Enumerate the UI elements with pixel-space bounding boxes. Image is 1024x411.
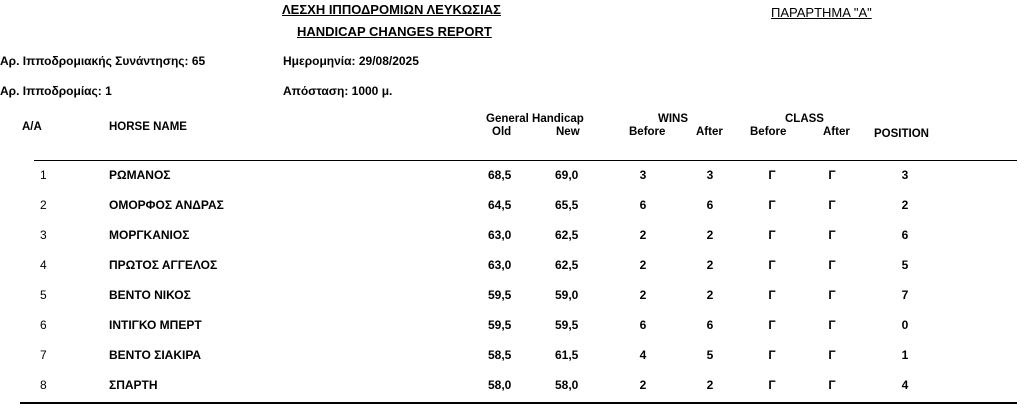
wins-before: 4 (639, 348, 647, 362)
handicap-new: 61,5 (555, 348, 579, 362)
row-number: 4 (40, 258, 47, 272)
table-row (0, 288, 1024, 308)
handicap-new: 62,5 (555, 258, 579, 272)
wins-before: 2 (639, 228, 647, 242)
handicap-new: 62,5 (555, 228, 579, 242)
table-row (0, 258, 1024, 278)
row-number: 7 (40, 348, 47, 362)
class-after: Γ (828, 198, 836, 212)
class-after: Γ (828, 318, 836, 332)
class-before: Γ (768, 378, 776, 392)
handicap-new: 69,0 (555, 168, 579, 182)
table-row (0, 168, 1024, 188)
position: 0 (901, 318, 909, 332)
header-rule (34, 160, 1017, 161)
col-handicap-new: New (556, 126, 580, 138)
row-number: 2 (40, 198, 47, 212)
wins-before: 6 (639, 318, 647, 332)
handicap-new: 59,5 (555, 318, 579, 332)
race-distance: Απόσταση: 1000 μ. (283, 84, 393, 98)
class-after: Γ (828, 228, 836, 242)
wins-after: 2 (706, 288, 714, 302)
col-wins-before: Before (629, 126, 666, 138)
wins-after: 2 (706, 228, 714, 242)
report-title: HANDICAP CHANGES REPORT (297, 24, 492, 39)
horse-name: ΡΩΜΑΝΟΣ (109, 168, 171, 182)
position: 6 (901, 228, 909, 242)
row-number: 6 (40, 318, 47, 332)
club-title: ΛΕΣΧΗ ΙΠΠΟΔΡΟΜΙΩΝ ΛΕΥΚΩΣΙΑΣ (282, 2, 501, 17)
meeting-date: Ημερομηνία: 29/08/2025 (283, 54, 419, 68)
handicap-new: 65,5 (555, 198, 579, 212)
appendix-label: ΠΑΡΑΡΤΗΜΑ "Α" (771, 5, 872, 20)
horse-name: ΣΠΑΡΤΗ (109, 378, 158, 392)
position: 4 (901, 378, 909, 392)
handicap-new: 58,0 (555, 378, 579, 392)
class-before: Γ (768, 348, 776, 362)
col-wins-after: After (696, 126, 723, 138)
wins-after: 5 (706, 348, 714, 362)
col-class: CLASS (785, 113, 824, 125)
row-number: 3 (40, 228, 47, 242)
wins-after: 3 (706, 168, 714, 182)
position: 2 (901, 198, 909, 212)
handicap-old: 63,0 (488, 228, 512, 242)
wins-after: 2 (706, 258, 714, 272)
table-row (0, 198, 1024, 218)
class-after: Γ (828, 168, 836, 182)
position: 5 (901, 258, 909, 272)
handicap-old: 59,5 (488, 288, 512, 302)
meeting-number: Αρ. Ιπποδρομιακής Συνάντησης: 65 (0, 54, 206, 68)
class-before: Γ (768, 168, 776, 182)
col-general-handicap: General Handicap (486, 113, 584, 125)
handicap-old: 68,5 (488, 168, 512, 182)
horse-name: ΒΕΝΤΟ ΣΙΑΚΙΡΑ (109, 348, 202, 362)
handicap-old: 58,5 (488, 348, 512, 362)
race-number: Αρ. Ιπποδρομίας: 1 (0, 84, 112, 98)
horse-name: ΒΕΝΤΟ ΝΙΚΟΣ (109, 288, 191, 302)
col-position: POSITION (874, 128, 929, 140)
handicap-old: 63,0 (488, 258, 512, 272)
table-row (0, 318, 1024, 338)
col-class-after: After (823, 126, 850, 138)
horse-name: ΙΝΤΙΓΚΟ ΜΠΕΡΤ (109, 318, 202, 332)
col-horse-name: HORSE NAME (109, 121, 187, 133)
horse-name: ΟΜΟΡΦΟΣ ΑΝΔΡΑΣ (109, 198, 224, 212)
table-row (0, 228, 1024, 248)
wins-after: 6 (706, 318, 714, 332)
handicap-old: 64,5 (488, 198, 512, 212)
class-after: Γ (828, 348, 836, 362)
col-class-before: Before (750, 126, 787, 138)
position: 3 (901, 168, 909, 182)
class-after: Γ (828, 378, 836, 392)
col-wins: WINS (658, 113, 689, 125)
horse-name: ΜΟΡΓΚΑΝΙΟΣ (109, 228, 190, 242)
horse-name: ΠΡΩΤΟΣ ΑΓΓΕΛΟΣ (109, 258, 218, 272)
table-row (0, 348, 1024, 368)
handicap-old: 59,5 (488, 318, 512, 332)
col-handicap-old: Old (492, 126, 512, 138)
handicap-old: 58,0 (488, 378, 512, 392)
wins-after: 6 (706, 198, 714, 212)
wins-before: 6 (639, 198, 647, 212)
wins-before: 2 (639, 378, 647, 392)
row-number: 5 (40, 288, 47, 302)
class-before: Γ (768, 198, 776, 212)
class-before: Γ (768, 258, 776, 272)
position: 1 (901, 348, 909, 362)
class-after: Γ (828, 288, 836, 302)
row-number: 8 (40, 378, 47, 392)
position: 7 (901, 288, 909, 302)
handicap-new: 59,0 (555, 288, 579, 302)
class-before: Γ (768, 288, 776, 302)
class-before: Γ (768, 228, 776, 242)
col-aa: A/A (22, 121, 42, 133)
table-row (0, 378, 1024, 398)
wins-before: 3 (639, 168, 647, 182)
wins-before: 2 (639, 258, 647, 272)
class-after: Γ (828, 258, 836, 272)
footer-rule (20, 402, 1017, 404)
wins-after: 2 (706, 378, 714, 392)
row-number: 1 (40, 168, 47, 182)
class-before: Γ (768, 318, 776, 332)
wins-before: 2 (639, 288, 647, 302)
